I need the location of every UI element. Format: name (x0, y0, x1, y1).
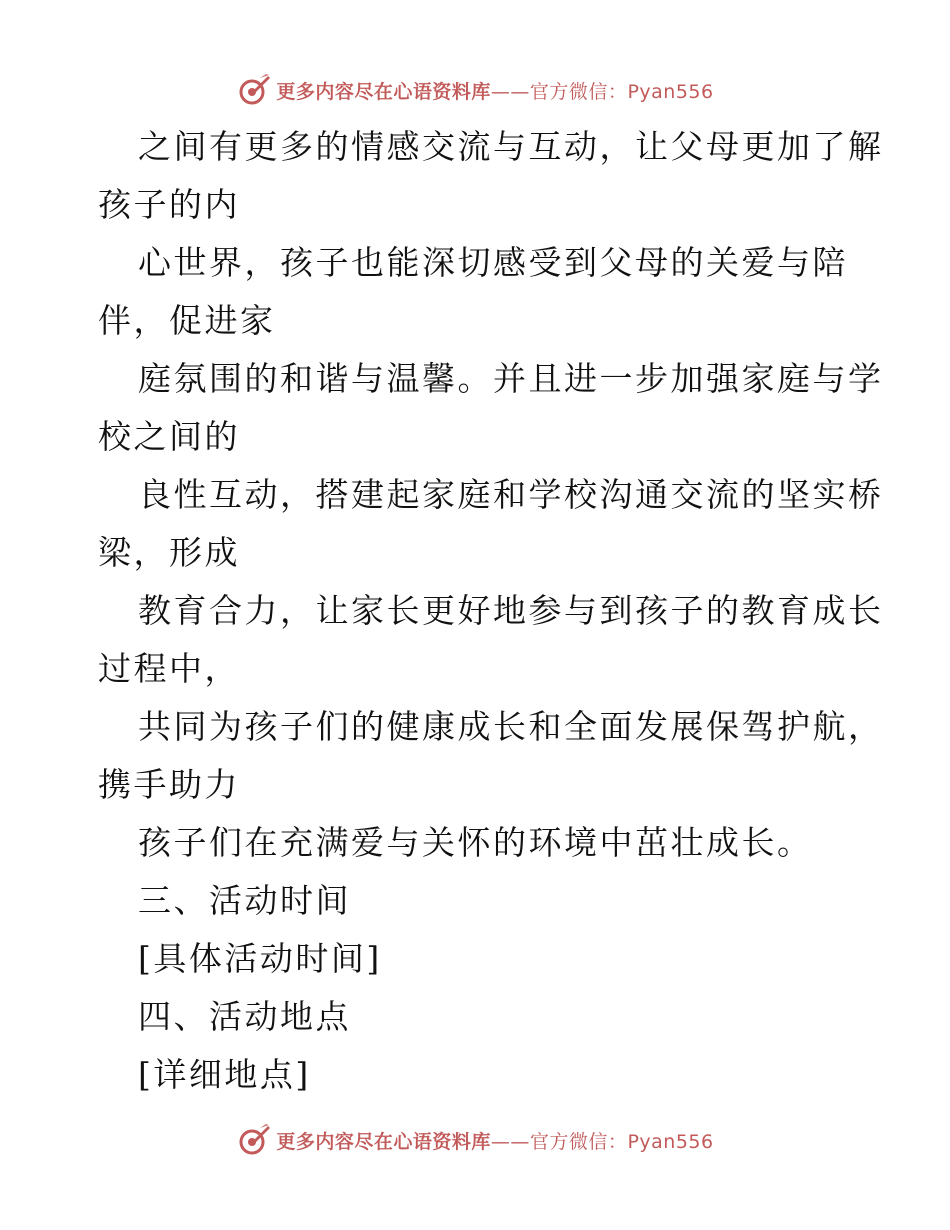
text-line: 庭氛围的和谐与温馨。并且进一步加强家庭与学 (138, 359, 884, 398)
text-line: 教育合力，让家长更好地参与到孩子的教育成长 (138, 591, 884, 630)
text-line: 之间有更多的情感交流与互动，让父母更加了解 (138, 127, 884, 166)
quill-logo-icon (236, 1122, 272, 1158)
text-line: 孩子的内 (98, 185, 240, 224)
text-line: 良性互动，搭建起家庭和学校沟通交流的坚实桥 (138, 475, 884, 514)
text-line: 携手助力 (98, 765, 240, 804)
time-placeholder: [具体活动时间] (138, 939, 382, 978)
text-line: 梁，形成 (98, 533, 240, 572)
document-body (98, 118, 884, 1104)
wechat-id: Pyan556 (627, 1130, 714, 1153)
wechat-label: 官方微信： (529, 1130, 628, 1153)
text-line: 共同为孩子们的健康成长和全面发展保驾护航， (138, 707, 884, 746)
site-name: 更多内容尽在心语资料库 (276, 80, 491, 103)
separator: —— (490, 80, 530, 103)
wechat-id: Pyan556 (627, 80, 714, 103)
quill-logo-icon (236, 72, 272, 108)
wechat-label: 官方微信： (529, 80, 628, 103)
footer-watermark (0, 1120, 950, 1160)
text-line: 过程中， (98, 649, 240, 688)
text-line: 校之间的 (98, 417, 240, 456)
site-name: 更多内容尽在心语资料库 (276, 1130, 491, 1153)
text-line: 伴，促进家 (98, 301, 276, 340)
header-watermark (0, 70, 950, 110)
location-placeholder: [详细地点] (138, 1055, 311, 1094)
separator: —— (490, 1130, 530, 1153)
section-heading-location: 四、活动地点 (138, 997, 351, 1036)
text-line: 孩子们在充满爱与关怀的环境中茁壮成长。 (138, 823, 813, 862)
section-heading-time: 三、活动时间 (138, 881, 351, 920)
text-line: 心世界，孩子也能深切感受到父母的关爱与陪 (138, 243, 848, 282)
